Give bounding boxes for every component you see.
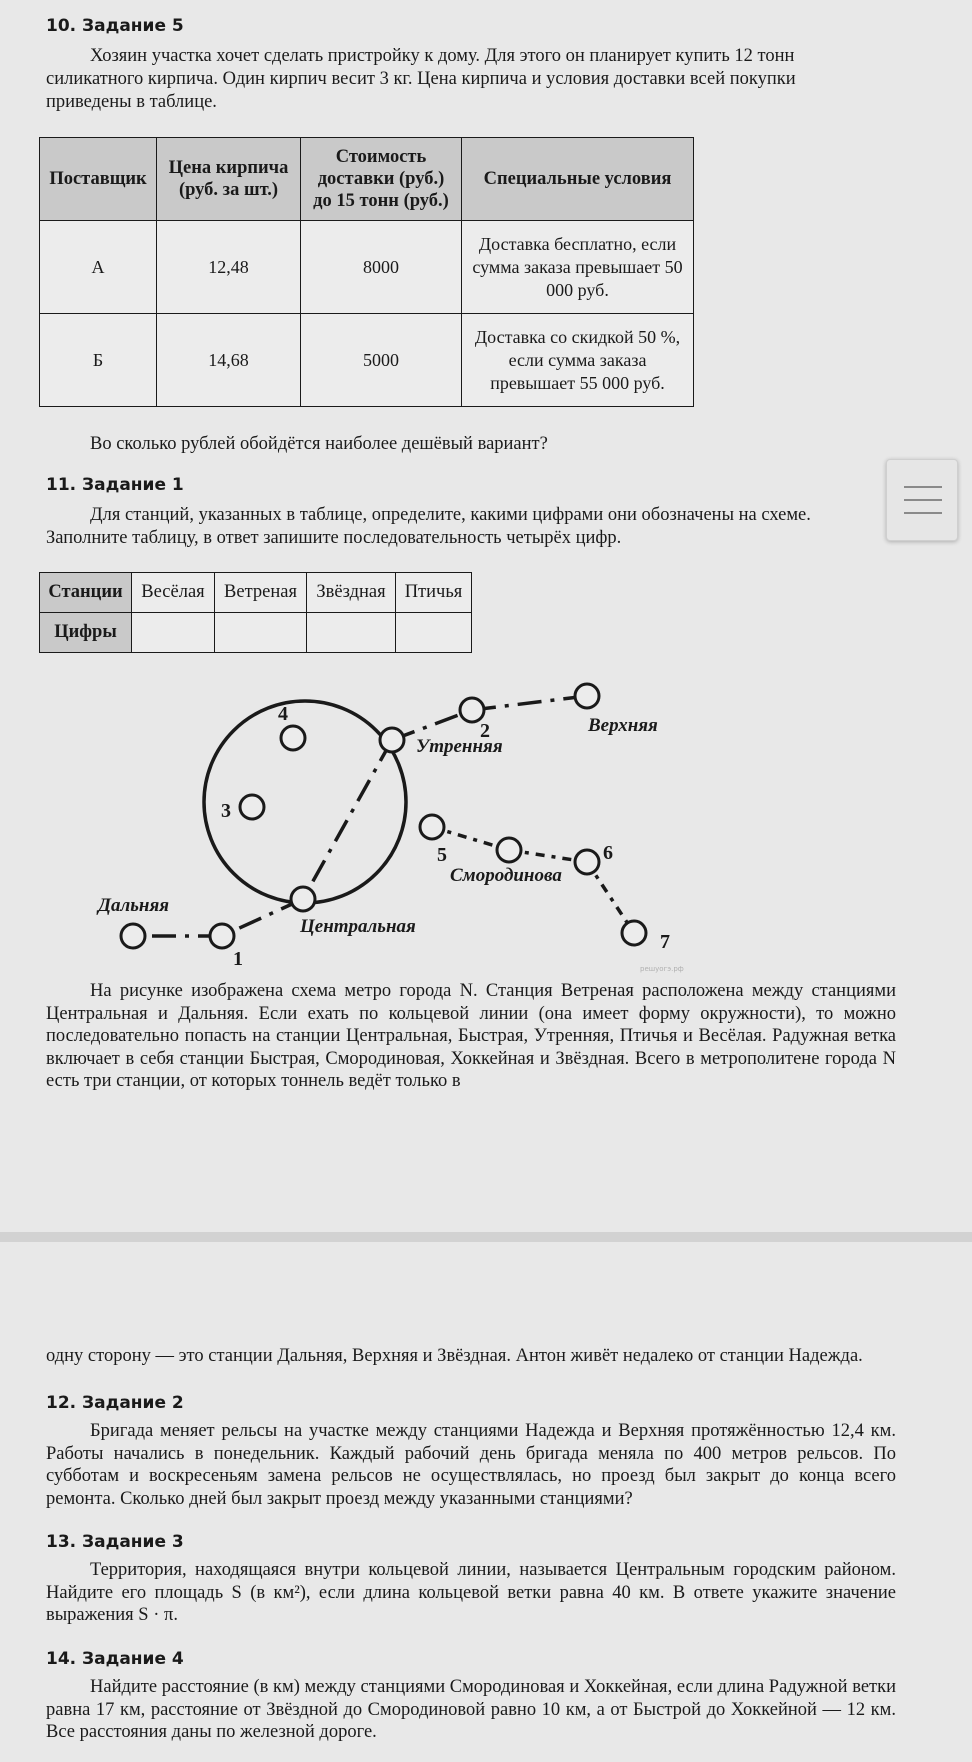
cell-conditions: Доставка со скидкой 50 %, если сумма заказа превышает 55 000 руб. — [462, 314, 694, 407]
label-tsentralnaya: Центральная — [300, 916, 416, 937]
number-1: 1 — [233, 948, 243, 970]
task-14-text: Найдите расстояние (в км) между станциями Смородиновая и Хоккейная, если длина Радужной ветки равна 17 км, расстояние от Звёздной до Смородиновой равно 10 км, а от Быстрой до Хоккейной — 12 км. Все расстояния даны по железной дороге. — [46, 1677, 896, 1742]
task-11-heading: 11. Задание 1 — [46, 475, 184, 495]
station-name: Весёлая — [132, 573, 215, 613]
number-3: 3 — [221, 800, 231, 822]
station-2 — [460, 698, 484, 722]
task-13-text: Территория, находящаяся внутри кольцевой линии, называется Центральным городским районом. Найдите его площадь S (в км²), если длина кольцевой ветки равна 40 км. В ответе укажите значение выражения S · π. — [46, 1560, 896, 1625]
station-smorodinova — [497, 838, 521, 862]
table-row — [40, 314, 694, 407]
passage-continuation: одну сторону — это станции Дальняя, Верхняя и Звёздная. Антон живёт недалеко от станции Надежда. — [46, 1346, 863, 1366]
header-supplier: Поставщик — [40, 138, 157, 221]
digit-answer-cell[interactable] — [132, 613, 215, 653]
watermark: решуогэ.рф — [640, 965, 684, 973]
label-dalnyaya: Дальняя — [98, 895, 170, 916]
task-13-heading: 13. Задание 3 — [46, 1532, 184, 1552]
page-bottom — [0, 1242, 972, 1762]
ring-line — [204, 701, 406, 903]
digit-answer-cell[interactable] — [307, 613, 396, 653]
number-5: 5 — [437, 844, 447, 866]
stations-header: Станции — [40, 573, 132, 613]
menu-icon-bar — [904, 512, 942, 514]
table-row — [40, 613, 472, 653]
number-4: 4 — [278, 703, 288, 725]
task-12-text: Бригада меняет рельсы на участке между станциями Надежда и Верхняя протяжённостью 12,4 км. Работы начались в понедельник. Каждый рабочий день бригада меняла по 400 метров рельсов. По субботам и воскресеньям замена рельсов не осуществлялась, но проезд был закрыт до конца всего ремонта. Сколько дней был закрыт проезд между указанными станциями? — [46, 1421, 896, 1509]
passage-text: На рисунке изображена схема метро города N. Станция Ветреная расположена между станциями Центральная и Дальняя. Если ехать по кольцевой линии (она имеет форму окружности), то можно последовательно попасть на станции Центральная, Быстрая, Утренняя, Птичья и Весёлая. Радужная ветка включает в себя станции Быстрая, Смородиновая, Хоккейная и Звёздная. Всего в метрополитене города N есть три станции, от которых тоннель ведёт только в — [46, 981, 896, 1091]
task-11-line-2: Заполните таблицу, в ответ запишите последовательность четырёх цифр. — [46, 528, 622, 548]
cell-price: 12,48 — [157, 221, 301, 314]
menu-icon-bar — [904, 499, 942, 501]
menu-button[interactable] — [886, 459, 958, 541]
menu-icon-bar — [904, 486, 942, 488]
number-7: 7 — [660, 931, 670, 953]
page-separator — [0, 1232, 972, 1242]
station-name: Ветреная — [215, 573, 307, 613]
header-conditions: Специальные условия — [462, 138, 694, 221]
station-tsentralnaya — [291, 887, 315, 911]
cell-conditions: Доставка бесплатно, если сумма заказа превышает 50 000 руб. — [462, 221, 694, 314]
label-verkhnyaya: Верхняя — [588, 715, 658, 736]
cell-delivery: 5000 — [301, 314, 462, 407]
supplier-table-header — [40, 138, 694, 221]
table-row — [40, 573, 472, 613]
task-10-line-3: приведены в таблице. — [46, 92, 217, 112]
station-dalnyaya — [121, 924, 145, 948]
label-utrennyaya: Утренняя — [416, 736, 503, 757]
number-2: 2 — [480, 720, 490, 742]
task-10-line-1: Хозяин участка хочет сделать пристройку к дому. Для этого он планирует купить 12 тонн — [90, 46, 795, 66]
task-11-line-1: Для станций, указанных в таблице, определите, какими цифрами они обозначены на схеме. — [90, 505, 811, 525]
task-14-heading: 14. Задание 4 — [46, 1649, 184, 1669]
cell-price: 14,68 — [157, 314, 301, 407]
label-smorodinova: Смородинова — [450, 865, 562, 886]
digit-answer-cell[interactable] — [396, 613, 472, 653]
stations-answer-table — [39, 572, 472, 653]
diameter-line — [303, 740, 392, 899]
task-10-question: Во сколько рублей обойдётся наиболее дешёвый вариант? — [90, 434, 548, 454]
station-name: Птичья — [396, 573, 472, 613]
header-delivery: Стоимость доставки (руб.) до 15 тонн (руб.) — [301, 138, 462, 221]
supplier-table — [39, 137, 694, 407]
station-name: Звёздная — [307, 573, 396, 613]
task-12-heading: 12. Задание 2 — [46, 1393, 184, 1413]
table-row — [40, 221, 694, 314]
task-10-heading: 10. Задание 5 — [46, 16, 184, 36]
station-utrennyaya — [380, 728, 404, 752]
station-4 — [281, 726, 305, 750]
station-3 — [240, 795, 264, 819]
task-10-line-2: силикатного кирпича. Один кирпич весит 3 кг. Цена кирпича и условия доставки всей покупки — [46, 69, 796, 89]
station-7 — [622, 921, 646, 945]
number-6: 6 — [603, 842, 613, 864]
station-5 — [420, 815, 444, 839]
cell-supplier: Б — [40, 314, 157, 407]
digit-answer-cell[interactable] — [215, 613, 307, 653]
header-price: Цена кирпича (руб. за шт.) — [157, 138, 301, 221]
station-6 — [575, 850, 599, 874]
station-verkhnyaya — [575, 684, 599, 708]
cell-supplier: А — [40, 221, 157, 314]
cell-delivery: 8000 — [301, 221, 462, 314]
line-to-verkhnyaya — [472, 696, 587, 710]
digits-header: Цифры — [40, 613, 132, 653]
station-1 — [210, 924, 234, 948]
metro-map — [0, 670, 972, 980]
